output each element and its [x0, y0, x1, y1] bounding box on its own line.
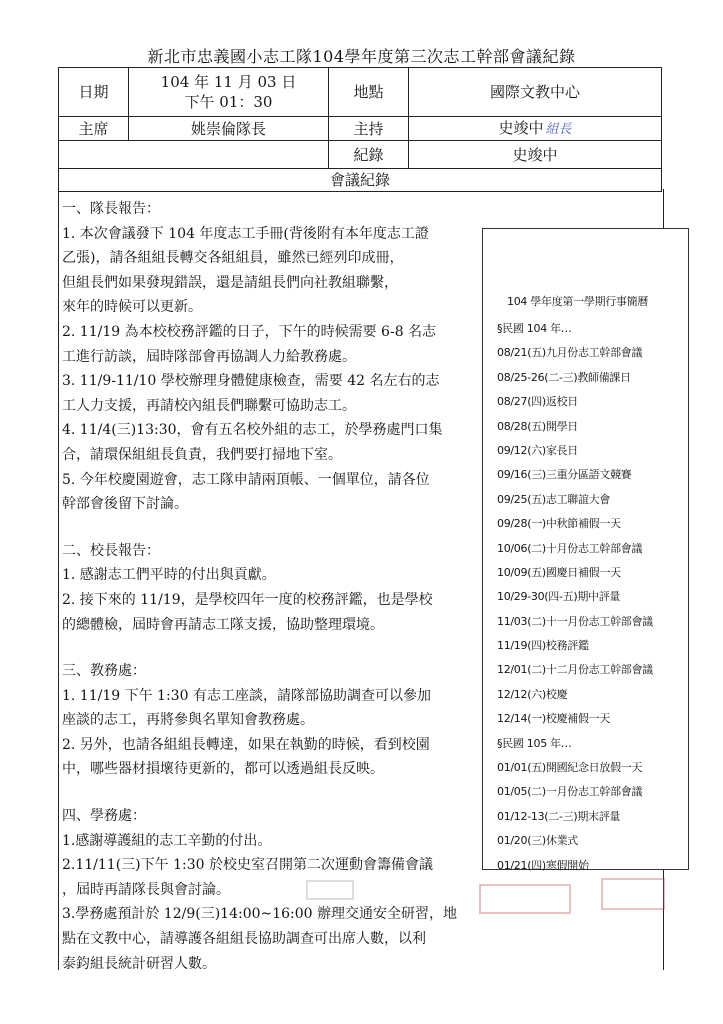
calendar-item: 01/21(四)寒假開始: [497, 858, 589, 872]
report-line: 5. 今年校慶園遊會，志工隊申請兩頂帳、一個單位，請各位: [62, 471, 430, 488]
report-line: 工進行訪談，屆時隊部會再協調人力給教務處。: [62, 348, 356, 365]
report-line: 1.感謝導護組的志工辛勤的付出。: [62, 832, 272, 849]
section-principal-report: [62, 539, 482, 637]
report-line: 點在文教中心，請導護各組組長協助調查可出席人數，以利: [62, 931, 426, 948]
report-line: 幹部會後留下討論。: [62, 496, 188, 513]
red-seal-stamp: [479, 884, 571, 914]
calendar-item: 09/12(六)家長日: [497, 443, 578, 457]
calendar-title: 104 學年度第一學期行事簡曆: [507, 295, 648, 308]
report-line: 來年的時候可以更新。: [62, 299, 202, 316]
meeting-info-table: [58, 67, 662, 192]
report-line: 工人力支援，再請校內組長們聯繫可協助志工。: [62, 397, 356, 414]
report-line: 中，哪些器材損壞待更新的，都可以透過組長反映。: [62, 761, 384, 778]
report-line: 3.學務處預計於 12/9(三)14:00~16:00 辦理交通安全研習，地: [62, 906, 458, 923]
report-line: 但組長們如果發現錯誤，還是請組長們向社教組聯繫，: [62, 274, 398, 291]
date-label: 日期: [59, 68, 129, 117]
section-heading: 四、學務處：: [62, 808, 146, 825]
calendar-item: 09/25(五)志工聯誼大會: [497, 492, 611, 506]
report-line: 的總體檢，屆時會再請志工隊支援，協助整理環境。: [62, 616, 384, 633]
calendar-item: 10/29-30(四-五)期中評量: [497, 590, 621, 604]
section-spacer: [62, 517, 482, 539]
recorder-value: 史竣中: [409, 141, 662, 169]
calendar-item: 08/25-26(二-三)教師備課日: [497, 370, 631, 384]
empty-cell: [59, 141, 329, 169]
page-title: 新北市忠義國小志工隊104學年度第三次志工幹部會議紀錄: [147, 47, 576, 66]
recorder-label: 紀錄: [329, 141, 409, 169]
report-line: 乙張)，請各組組長轉交各組組員，雖然已經列印成冊，: [62, 250, 404, 267]
calendar-list: [497, 317, 653, 878]
chair-label: 主席: [59, 117, 129, 141]
host-label: 主持: [329, 117, 409, 141]
report-line: ，屆時再請隊長與會討論。: [62, 881, 230, 898]
calendar-item: 10/09(五)國慶日補假一天: [497, 565, 621, 579]
report-line: 座談的志工，再將參與名單知會教務處。: [62, 712, 314, 729]
section-academic-affairs: [62, 659, 482, 782]
report-line: 3. 11/9-11/10 學校辦理身體健康檢查，需要 42 名左右的志: [62, 373, 440, 390]
section-heading: 一、隊長報告：: [62, 201, 160, 217]
calendar-item: 01/05(二)一月份志工幹部會議: [497, 785, 643, 799]
time-value: 下午 01：30: [184, 93, 273, 111]
report-line: 4. 11/4(三)13:30，會有五名校外組的志工，於學務處門口集: [62, 422, 443, 439]
calendar-item: §民國 105 年…: [497, 736, 572, 750]
calendar-item: 11/19(四)校務評鑑: [497, 639, 589, 653]
calendar-item: 01/01(五)開國紀念日放假一天: [497, 761, 643, 775]
faint-stamp-mark: [306, 880, 354, 900]
section-spacer: [62, 782, 482, 804]
calendar-item: 08/28(五)開學日: [497, 419, 578, 433]
date-cell: [129, 68, 329, 117]
minutes-heading: 會議紀錄: [59, 169, 662, 192]
minutes-content: [62, 197, 482, 976]
report-line: 2. 接下來的 11/19，是學校四年一度的校務評鑑，也是學校: [62, 591, 433, 608]
report-line: 1. 感謝志工們平時的付出與貢獻。: [62, 567, 276, 584]
calendar-item: 09/16(三)三重分區語文競賽: [497, 468, 632, 482]
calendar-item: 10/06(二)十月份志工幹部會議: [497, 541, 643, 555]
calendar-item: 11/03(二)十一月份志工幹部會議: [497, 614, 653, 628]
calendar-item: 01/12-13(二-三)期末評量: [497, 809, 621, 823]
report-line: 1. 本次會議發下 104 年度志工手冊(背後附有本年度志工證: [62, 225, 429, 242]
calendar-item: 12/14(一)校慶補假一天: [497, 712, 611, 726]
host-value: 史竣中: [498, 118, 544, 137]
host-handwritten-note: 組長: [545, 121, 572, 137]
section-spacer: [62, 637, 482, 659]
date-value: 104 年 11 月 03 日: [160, 73, 297, 91]
calendar-item: 12/12(六)校慶: [497, 687, 568, 701]
section-heading: 二、校長報告：: [62, 542, 160, 559]
chair-value: 姚崇倫隊長: [129, 117, 329, 141]
calendar-item: 08/27(四)返校日: [497, 395, 578, 409]
report-line: 2. 11/19 為本校校務評鑑的日子，下午的時候需要 6-8 名志: [62, 323, 437, 340]
calendar-item: 01/20(三)休業式: [497, 834, 578, 848]
section-captain-report: [62, 197, 482, 517]
calendar-item: 09/28(一)中秋節補假一天: [497, 517, 621, 531]
report-line: 2.11/11(三)下午 1:30 於校史室召開第二次運動會籌備會議: [62, 857, 433, 874]
report-line: 合，請環保組組長負責，我們要打掃地下室。: [62, 446, 342, 463]
calendar-item: §民國 104 年…: [497, 322, 572, 335]
calendar-item: 12/01(二)十二月份志工幹部會議: [497, 663, 653, 677]
location-value: 國際文教中心: [409, 68, 662, 117]
report-line: 2. 另外，也請各組組長轉達，如果在執勤的時候，看到校園: [62, 736, 430, 753]
location-label: 地點: [329, 68, 409, 117]
report-line: 1. 11/19 下午 1:30 有志工座談，請隊部協助調查可以參加: [62, 687, 431, 704]
red-seal-stamp: [601, 878, 665, 910]
report-line: 泰鈞組長統計研習人數。: [62, 955, 216, 972]
host-cell: [409, 117, 662, 141]
section-heading: 三、教務處：: [62, 663, 146, 680]
section-student-affairs: [62, 804, 482, 976]
calendar-summary-box: [482, 228, 689, 870]
calendar-item: 08/21(五)九月份志工幹部會議: [497, 346, 643, 360]
